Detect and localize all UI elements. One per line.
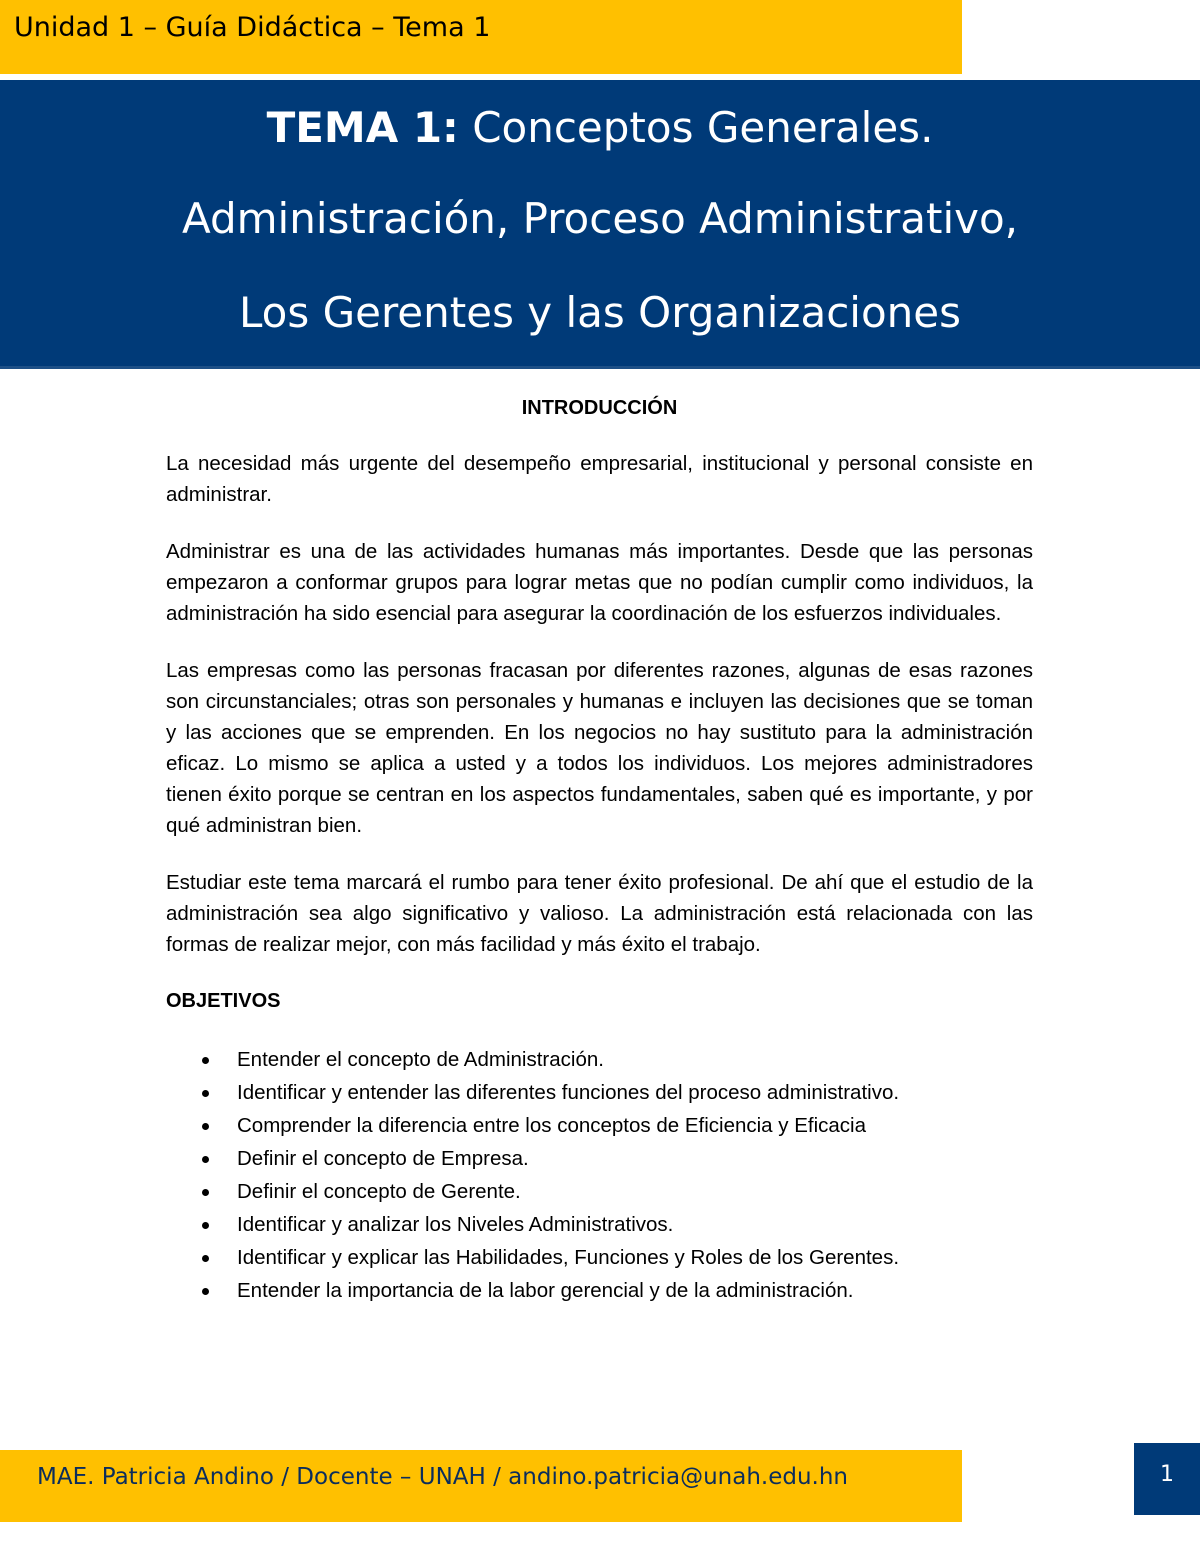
intro-paragraph: Administrar es una de las actividades humanas más importantes. Desde que las personas empezaron a conformar grupos para lograr metas que no podían cumplir como individuos, la administración ha sido esencial para asegurar la coordinación de los esfuerzos individuales. — [166, 540, 1033, 625]
unit-label: Unidad 1 – Guía Didáctica – Tema 1 — [14, 12, 491, 43]
intro-paragraph: Estudiar este tema marcará el rumbo para tener éxito profesional. De ahí que el estudio de la administración sea algo significativo y valioso. La administración está relacionada con las formas de realizar mejor, con más facilidad y más éxito el trabajo. — [166, 871, 1033, 956]
objective-item: Identificar y analizar los Niveles Administrativos. — [166, 1208, 1033, 1241]
footer-band — [0, 1450, 962, 1522]
title-prefix: TEMA 1: — [266, 103, 459, 152]
title-line-1-rest: Conceptos Generales. — [458, 103, 934, 152]
title-block — [0, 80, 1200, 369]
author-line: MAE. Patricia Andino / Docente – UNAH / andino.patricia@unah.edu.hn — [37, 1464, 849, 1490]
objective-item: Definir el concepto de Empresa. — [166, 1142, 1033, 1175]
document-body — [166, 393, 1033, 1307]
objectives-list — [166, 1043, 1033, 1307]
title-line-3: Los Gerentes y las Organizaciones — [238, 288, 962, 337]
objective-item: Comprender la diferencia entre los conceptos de Eficiencia y Eficacia — [166, 1109, 1033, 1142]
intro-paragraph: Las empresas como las personas fracasan por diferentes razones, algunas de esas razones son circunstanciales; otras son personales y humanas e incluyen las decisiones que se toman y las acciones que se emprenden. En los negocios no hay sustituto para la administración eficaz. Lo mismo se aplica a usted y a todos los individuos. Los mejores administradores tienen éxito porque se centran en los aspectos fundamentales, saben qué es importante, y por qué administran bien. — [166, 659, 1033, 837]
intro-paragraph: La necesidad más urgente del desempeño empresarial, institucional y personal consiste en administrar. — [166, 452, 1033, 506]
title-line-1 — [0, 102, 1200, 154]
objective-item: Identificar y explicar las Habilidades, Funciones y Roles de los Gerentes. — [166, 1241, 1033, 1274]
objective-item: Entender el concepto de Administración. — [166, 1043, 1033, 1076]
objective-item: Identificar y entender las diferentes funciones del proceso administrativo. — [166, 1076, 1033, 1109]
title-line-2: Administración, Proceso Administrativo, — [181, 194, 1019, 243]
objective-item: Definir el concepto de Gerente. — [166, 1175, 1033, 1208]
page-number: 1 — [1134, 1443, 1200, 1515]
introduction-heading: INTRODUCCIÓN — [521, 397, 678, 419]
header-band — [0, 0, 962, 74]
objective-item: Entender la importancia de la labor gerencial y de la administración. — [166, 1274, 1033, 1307]
objectives-heading: OBJETIVOS — [166, 990, 281, 1012]
